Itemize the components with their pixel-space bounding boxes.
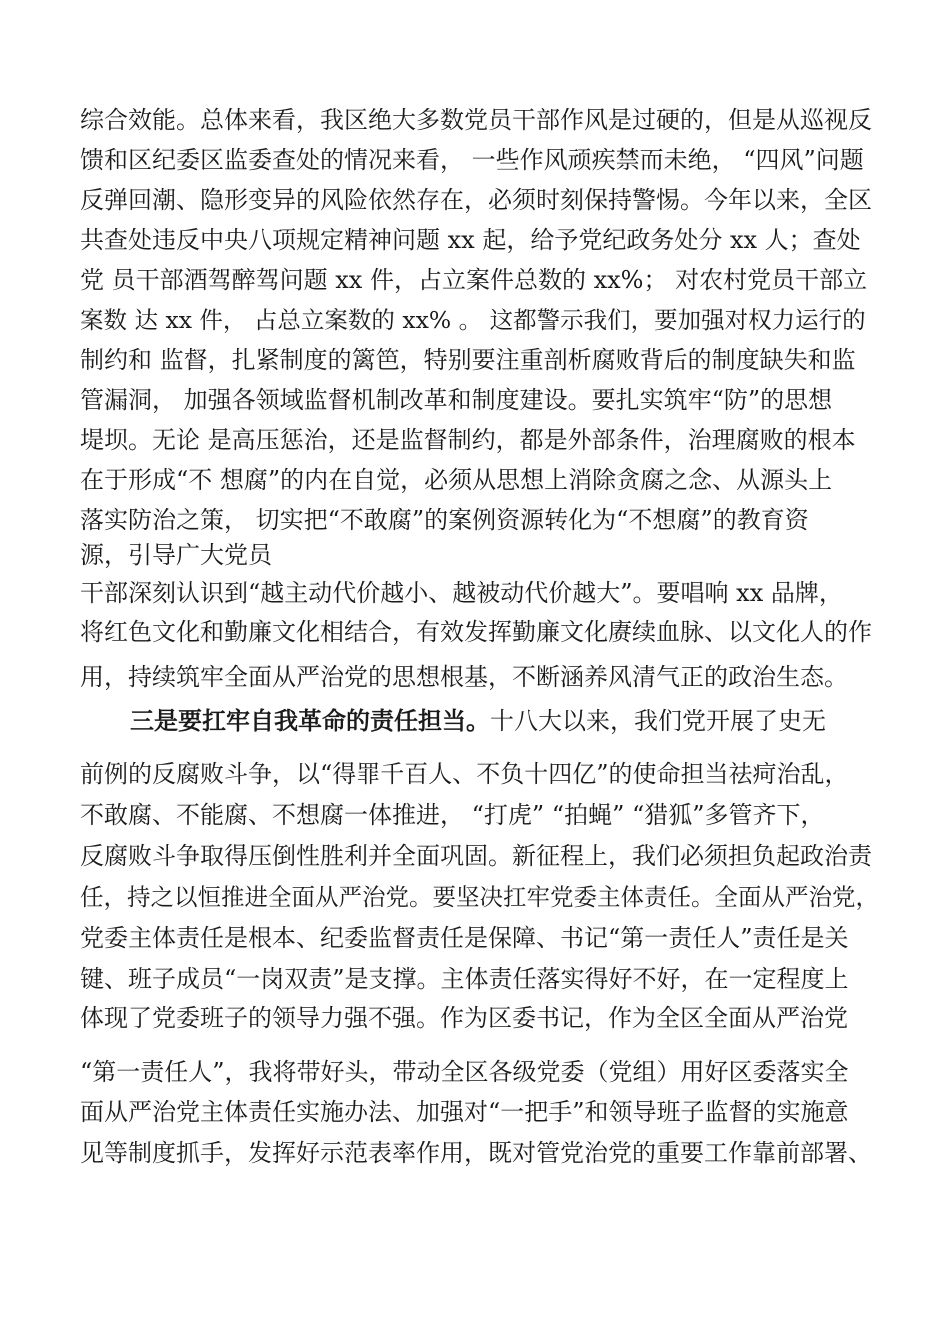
text-line: 源，引导广大党员	[80, 541, 272, 569]
text-line: 馈和区纪委区监委查处的情况来看， 一些作风顽疾禁而未绝， “四风”问题	[80, 146, 864, 174]
paragraph-heading-line	[130, 706, 890, 736]
text-line: “第一责任人”，我将带好头，带动全区各级党委（党组）用好区委落实全	[80, 1058, 849, 1086]
text-line: 不敢腐、不能腐、不想腐一体推进， “打虎” “拍蝇” “猎狐”多管齐下，	[80, 801, 825, 829]
text-line: 反腐败斗争取得压倒性胜利并全面巩固。新征程上，我们必须担负起政治责	[80, 842, 872, 870]
text-line: 党委主体责任是根本、纪委监督责任是保障、书记“第一责任人”责任是关	[80, 924, 849, 952]
text-line: 反弹回潮、隐形变异的风险依然存在，必须时刻保持警惕。今年以来，全区	[80, 186, 872, 214]
text-line: 任，持之以恒推进全面从严治党。要坚决扛牢党委主体责任。全面从严治党，	[80, 883, 879, 911]
paragraph-text: 十八大以来，我们党开展了史无	[490, 707, 826, 735]
text-line: 体现了党委班子的领导力强不强。作为区委书记，作为全区全面从严治党	[80, 1004, 848, 1032]
text-line: 在于形成“不 想腐”的内在自觉，必须从思想上消除贪腐之念、从源头上	[80, 466, 833, 494]
text-line: 落实防治之策， 切实把“不敢腐”的案例资源转化为“不想腐”的教育资	[80, 506, 809, 534]
text-line: 共查处违反中央八项规定精神问题 xx 起，给予党纪政务处分 xx 人；查处	[80, 226, 861, 254]
text-line: 管漏洞， 加强各领域监督机制改革和制度建设。要扎实筑牢“防”的思想	[80, 386, 833, 414]
text-line: 干部深刻认识到“越主动代价越小、越被动代价越大”。要唱响 xx 品牌，	[80, 579, 843, 607]
text-line: 用，持续筑牢全面从严治党的思想根基，不断涵养风清气正的政治生态。	[80, 663, 848, 691]
text-line: 制约和 监督，扎紧制度的篱笆，特别要注重剖析腐败背后的制度缺失和监	[80, 346, 856, 374]
paragraph-heading: 三是要扛牢自我革命的责任担当。	[130, 706, 490, 735]
text-line: 键、班子成员“一岗双责”是支撑。主体责任落实得好不好，在一定程度上	[80, 965, 849, 993]
text-line: 堤坝。无论 是高压惩治，还是监督制约，都是外部条件，治理腐败的根本	[80, 426, 856, 454]
text-line: 前例的反腐败斗争，以“得罪千百人、不负十四亿”的使命担当祛疴治乱，	[80, 760, 849, 788]
text-line: 见等制度抓手，发挥好示范表率作用，既对管党治党的重要工作靠前部署、	[80, 1139, 872, 1167]
text-line: 案数 达 xx 件， 占总立案数的 xx% 。 这都警示我们，要加强对权力运行的	[80, 306, 866, 334]
text-line: 将红色文化和勤廉文化相结合，有效发挥勤廉文化赓续血脉、以文化人的作	[80, 618, 872, 646]
text-line: 党 员干部酒驾醉驾问题 xx 件，占立案件总数的 xx%； 对农村党员干部立	[80, 266, 868, 294]
text-line: 综合效能。总体来看，我区绝大多数党员干部作风是过硬的，但是从巡视反	[80, 106, 872, 134]
text-line: 面从严治党主体责任实施办法、加强对“一把手”和领导班子监督的实施意	[80, 1098, 849, 1126]
